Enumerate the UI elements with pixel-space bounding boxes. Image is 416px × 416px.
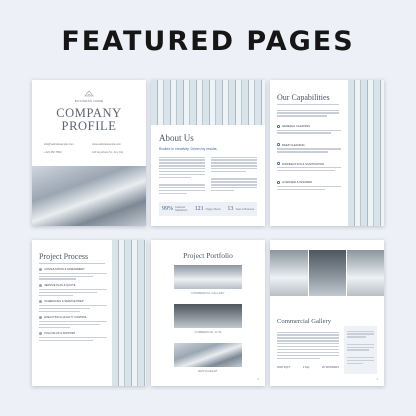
contact-address: 123 Anywhere St., Any City — [92, 151, 124, 154]
process-step — [39, 268, 107, 280]
stat-label: Happy Clients — [205, 207, 221, 211]
gallery-description — [277, 330, 339, 360]
page-commercial-gallery — [270, 240, 384, 386]
step-dot-icon — [39, 316, 42, 319]
stat-value: 121 — [194, 206, 204, 212]
process-side-photo — [112, 240, 146, 386]
capabilities-side-photo — [348, 80, 384, 226]
page-company-profile — [32, 80, 146, 226]
contact-email: info@websitesample.com — [44, 143, 74, 146]
gallery-photo — [270, 250, 308, 296]
step-dot-icon — [39, 268, 42, 271]
page-number: 9 — [376, 378, 378, 381]
step-title: SERVICE PLAN & QUOTE — [44, 284, 76, 288]
stat-item — [192, 202, 225, 216]
page-about-us — [151, 80, 265, 226]
process-steps — [39, 268, 107, 345]
logo-icon — [84, 90, 94, 97]
portfolio-photo — [174, 343, 242, 367]
capability-title: DISINFECTION & SANITIZATION — [282, 161, 325, 166]
cover-title-line2: PROFILE — [61, 119, 117, 133]
page-capabilities — [270, 80, 384, 226]
step-dot-icon — [39, 300, 42, 303]
contact-phone: +123 456 7890 — [44, 151, 62, 154]
about-heading: About Us — [159, 133, 194, 143]
sparkle-icon — [277, 125, 280, 128]
gallery-stat: 3000 SQFT — [277, 366, 291, 369]
process-heading: Project Process — [39, 252, 89, 261]
about-column-left — [159, 155, 205, 196]
capabilities-list — [277, 124, 341, 199]
divider — [277, 104, 339, 105]
stat-label: Years in Business — [235, 207, 255, 211]
step-dot-icon — [39, 284, 42, 287]
cover-title — [32, 107, 146, 133]
about-subheading: Rooted in creativity. Driven by results. — [159, 147, 218, 151]
page-number: 8 — [257, 378, 259, 381]
step-title: EXECUTION & QUALITY CONTROL — [44, 316, 87, 320]
portfolio-heading: Project Portfolio — [183, 251, 233, 260]
portfolio-photo — [174, 265, 242, 289]
capability-item — [277, 143, 341, 153]
capability-item — [277, 180, 341, 190]
shield-icon — [277, 181, 280, 184]
brush-icon — [277, 143, 280, 146]
process-step — [39, 300, 107, 312]
process-step — [39, 316, 107, 328]
spray-icon — [277, 162, 280, 165]
capability-title: DEEP CLEANING — [282, 142, 305, 147]
portfolio-caption: COMMERCIAL GYM — [194, 331, 222, 334]
portfolio-photo — [174, 304, 242, 328]
process-step — [39, 332, 107, 341]
capability-item — [277, 162, 341, 172]
portfolio-caption: COMMERCIAL GALLERY — [191, 292, 225, 295]
stat-item — [224, 202, 257, 216]
about-column-right — [211, 155, 257, 196]
step-dot-icon — [39, 332, 42, 335]
cover-photo — [32, 166, 146, 226]
page-project-portfolio — [151, 240, 265, 386]
contact-website: www.websitesample.com — [92, 143, 121, 146]
capability-title: GENERAL CLEANING — [282, 124, 311, 128]
stat-value: 99% — [162, 206, 173, 212]
gallery-photo — [347, 250, 384, 296]
gallery-photo — [309, 250, 346, 296]
capabilities-heading: Our Capabilities — [277, 93, 330, 102]
step-title: FOLLOW-UP & SUPPORT — [44, 332, 76, 336]
capability-item — [277, 124, 341, 134]
gallery-heading: Commercial Gallery — [277, 318, 332, 325]
gallery-stat: 20 WORKERS — [321, 366, 339, 369]
about-hero-photo — [151, 80, 265, 125]
gallery-stat: 2 Day — [302, 366, 310, 369]
page-project-process — [32, 240, 146, 386]
capabilities-intro — [277, 108, 339, 118]
step-title: SCHEDULING & SERVICE PREP — [44, 300, 84, 304]
step-title: CONSULTATION & ASSESSMENT — [44, 268, 85, 272]
headline: FEATURED PAGES — [61, 26, 355, 57]
about-stats — [159, 202, 257, 216]
process-step — [39, 284, 107, 296]
divider — [39, 263, 105, 264]
gallery-stats — [277, 366, 339, 369]
stat-item — [159, 202, 192, 216]
about-body-columns — [159, 155, 257, 196]
capability-title: LICENSED & INSURED — [282, 180, 312, 185]
gallery-info-box — [344, 326, 377, 374]
stat-value: 13 — [227, 206, 234, 212]
portfolio-caption: RESTAURANT — [198, 370, 218, 373]
brand-name: BUSINESS NAME — [74, 99, 104, 103]
cover-title-line1: COMPANY — [56, 106, 122, 120]
stat-label: Customer Satisfaction — [175, 206, 188, 212]
